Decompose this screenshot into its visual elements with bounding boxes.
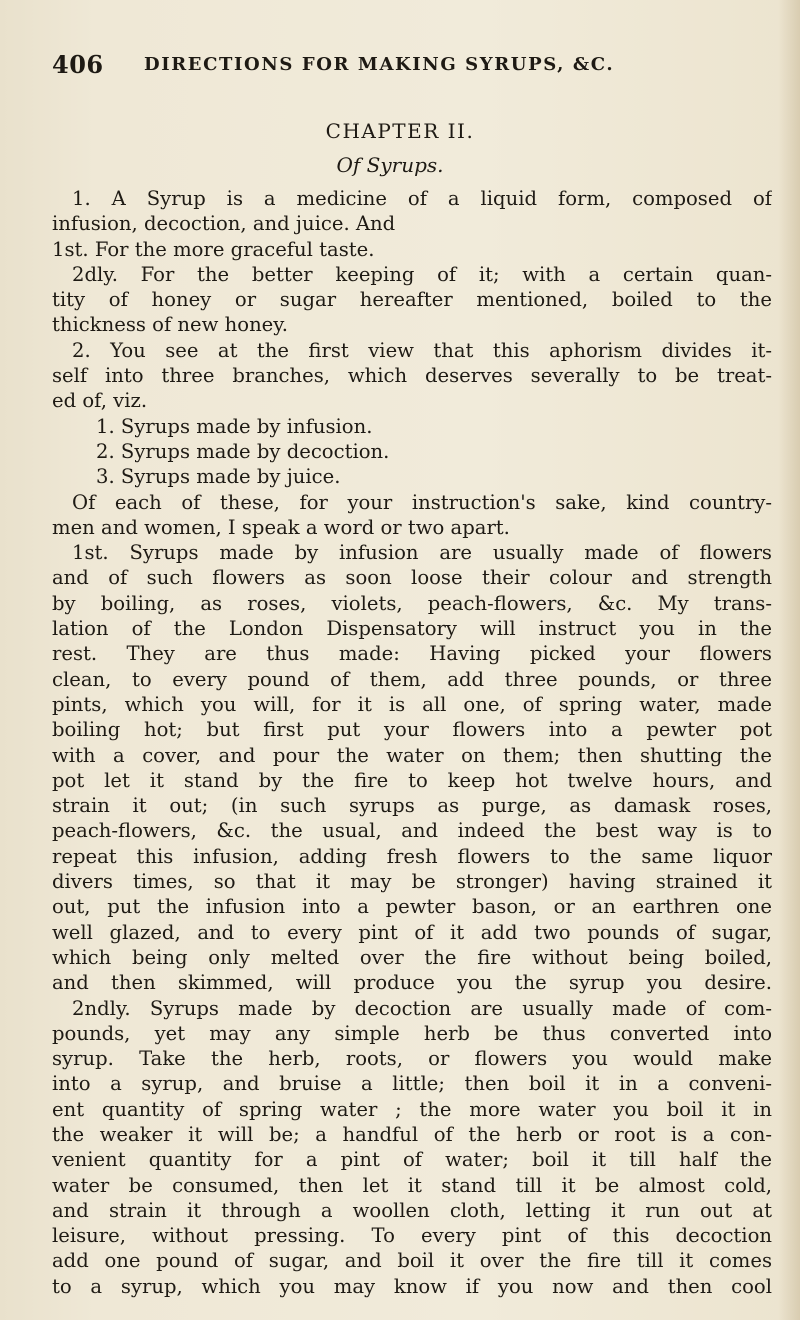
text-line: rest. They are thus made: Having picked your flowers xyxy=(52,642,772,666)
text-line: ed of, viz. xyxy=(52,389,148,413)
body-text xyxy=(52,186,772,1299)
text-line: and then skimmed, will produce you the syrup you desire. xyxy=(52,971,772,995)
chapter-title: CHAPTER II. xyxy=(325,119,475,143)
text-line: well glazed, and to every pint of it add two pounds of sugar, xyxy=(52,920,772,944)
text-line: clean, to every pound of them, add three pounds, or three xyxy=(52,667,772,691)
text-line: the weaker it will be; a handful of the herb or root is a con- xyxy=(52,1122,772,1146)
text-line: thickness of new honey. xyxy=(52,313,288,337)
text-line: 2ndly. Syrups made by decoction are usually made of com- xyxy=(72,996,772,1020)
text-line: 2. You see at the first view that this aphorism divides it- xyxy=(72,338,772,362)
text-line: add one pound of sugar, and boil it over the fire till it comes xyxy=(52,1249,772,1273)
text-line: self into three branches, which deserves severally to be treat- xyxy=(52,364,772,388)
text-line: 1st. For the more graceful taste. xyxy=(52,237,375,261)
text-line: boiling hot; but first put your flowers into a pewter pot xyxy=(52,718,772,742)
text-line: peach-flowers, &c. the usual, and indeed the best way is to xyxy=(52,819,772,843)
text-line: 1. A Syrup is a medicine of a liquid form, composed of xyxy=(72,187,772,210)
text-line: ent quantity of spring water ; the more water you boil it in xyxy=(52,1097,772,1121)
page-number: 406 xyxy=(52,50,104,79)
text-line: and strain it through a woollen cloth, letting it run out at xyxy=(52,1198,772,1222)
text-line: pints, which you will, for it is all one, of spring water, made xyxy=(52,692,772,716)
text-line: pounds, yet may any simple herb be thus converted into xyxy=(52,1021,772,1045)
text-line: and of such flowers as soon loose their colour and strength xyxy=(52,566,772,590)
text-line: lation of the London Dispensatory will instruct you in the xyxy=(52,617,772,641)
text-line: leisure, without pressing. To every pint of this decoction xyxy=(52,1224,772,1248)
page-edge-shadow xyxy=(778,0,800,1320)
text-line: men and women, I speak a word or two apart. xyxy=(52,515,510,539)
text-line: 1. Syrups made by infusion. xyxy=(96,414,373,438)
text-line: to a syrup, which you may know if you now and then cool xyxy=(52,1274,772,1298)
text-line: out, put the infusion into a pewter bason, or an earthren one xyxy=(52,895,772,919)
text-line: tity of honey or sugar hereafter mentioned, boiled to the xyxy=(52,288,772,312)
text-line: with a cover, and pour the water on them; then shutting the xyxy=(52,743,772,767)
text-line: repeat this infusion, adding fresh flowers to the same liquor xyxy=(52,844,772,868)
page-header xyxy=(52,50,772,80)
text-line: 2. Syrups made by decoction. xyxy=(96,439,390,463)
text-line: 1st. Syrups made by infusion are usually made of flowers xyxy=(72,541,772,565)
running-head: DIRECTIONS FOR MAKING SYRUPS, &C. xyxy=(144,54,615,75)
text-line: pot let it stand by the fire to keep hot twelve hours, and xyxy=(52,768,772,792)
text-line: syrup. Take the herb, roots, or flowers you would make xyxy=(52,1047,772,1071)
text-line: strain it out; (in such syrups as purge, as damask roses, xyxy=(52,794,772,818)
text-line: into a syrup, and bruise a little; then boil it in a conveni- xyxy=(52,1072,772,1096)
section-title: Of Syrups. xyxy=(336,153,444,177)
text-line: Of each of these, for your instruction's sake, kind country- xyxy=(72,490,772,514)
text-line: 2dly. For the better keeping of it; with a certain quan- xyxy=(72,262,772,286)
text-line: water be consumed, then let it stand till it be almost cold, xyxy=(52,1173,772,1197)
text-line: venient quantity for a pint of water; boil it till half the xyxy=(52,1148,772,1172)
text-line: infusion, decoction, and juice. And xyxy=(52,212,396,236)
text-line: by boiling, as roses, violets, peach-flowers, &c. My trans- xyxy=(52,591,772,615)
text-line: divers times, so that it may be stronger) having strained it xyxy=(52,870,772,894)
text-line: 3. Syrups made by juice. xyxy=(96,465,341,489)
text-line: which being only melted over the fire without being boiled, xyxy=(52,945,772,969)
